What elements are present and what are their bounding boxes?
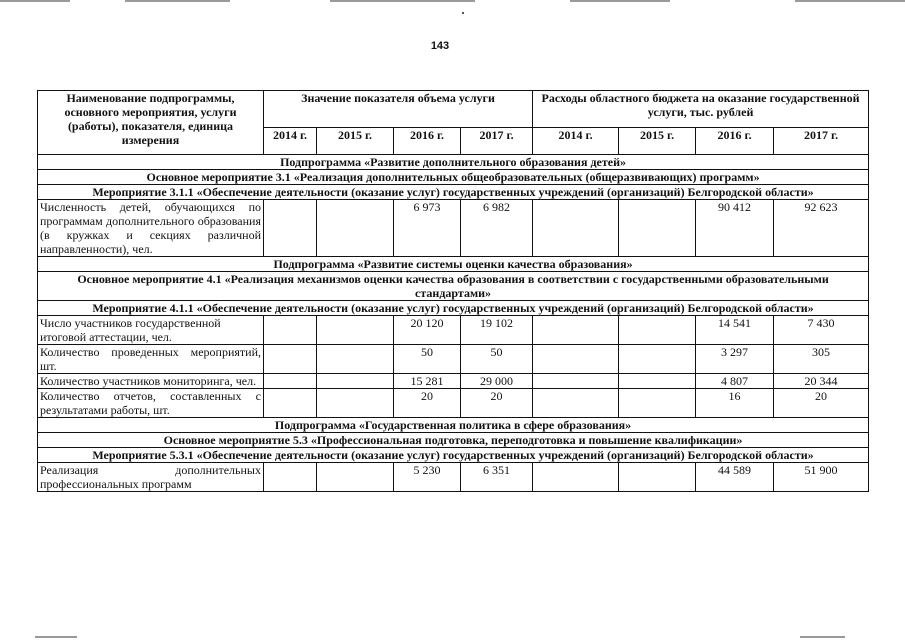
value-cell xyxy=(533,374,619,389)
section-row xyxy=(38,185,869,200)
scan-top-line xyxy=(0,0,70,2)
page-number: 143 xyxy=(430,40,450,52)
year-cell: 2017 г. xyxy=(774,128,869,155)
value-cell: 50 xyxy=(394,345,461,374)
value-cell xyxy=(619,389,696,418)
value-cell xyxy=(533,316,619,345)
value-cell: 20 xyxy=(461,389,533,418)
value-cell: 4 807 xyxy=(696,374,774,389)
value-cell xyxy=(533,345,619,374)
scan-top-line xyxy=(570,0,670,2)
budget-table xyxy=(37,90,869,492)
year-cell: 2016 г. xyxy=(696,128,774,155)
value-cell: 7 430 xyxy=(774,316,869,345)
indicator-name: Количество отчетов, составленных с результатами работы, шт. xyxy=(38,389,264,418)
year-cell: 2015 г. xyxy=(619,128,696,155)
year-cell: 2015 г. xyxy=(317,128,394,155)
value-cell xyxy=(619,345,696,374)
table-row xyxy=(38,200,869,257)
scan-bottom-line xyxy=(35,636,77,638)
value-cell: 20 xyxy=(774,389,869,418)
main-activity-heading: Основное мероприятие 5.3 «Профессиональная подготовка, переподготовка и повышение квалификации» xyxy=(38,433,869,448)
indicator-name: Реализация дополнительных профессиональных программ xyxy=(38,463,264,492)
value-cell xyxy=(264,463,317,492)
value-cell: 29 000 xyxy=(461,374,533,389)
header-name-cell: Наименование подпрограммы, основного мероприятия, услуги (работы), показателя, единица измерения xyxy=(38,91,264,155)
value-cell xyxy=(619,374,696,389)
value-cell xyxy=(317,389,394,418)
year-cell: 2017 г. xyxy=(461,128,533,155)
value-cell xyxy=(264,389,317,418)
value-cell: 16 xyxy=(696,389,774,418)
value-cell xyxy=(619,463,696,492)
value-cell: 3 297 xyxy=(696,345,774,374)
value-cell xyxy=(264,200,317,257)
indicator-name: Численность детей, обучающихся по программам дополнительного образования (в кружках и секциях различной направленности), чел. xyxy=(38,200,264,257)
scan-top-line xyxy=(330,0,475,2)
indicator-name: Количество участников мониторинга, чел. xyxy=(38,374,264,389)
value-cell: 6 351 xyxy=(461,463,533,492)
value-cell: 20 xyxy=(394,389,461,418)
value-cell: 50 xyxy=(461,345,533,374)
value-cell: 20 344 xyxy=(774,374,869,389)
indicator-name: Число участников государственной итоговой аттестации, чел. xyxy=(38,316,264,345)
activity-heading: Мероприятие 3.1.1 «Обеспечение деятельности (оказание услуг) государственных учреждений (организаций) Белгородской области» xyxy=(38,185,869,200)
value-cell xyxy=(264,374,317,389)
table-row xyxy=(38,389,869,418)
subprogram-heading: Подпрограмма «Развитие системы оценки качества образования» xyxy=(38,257,869,272)
value-cell xyxy=(317,463,394,492)
scan-bottom-line xyxy=(800,636,845,638)
main-activity-heading: Основное мероприятие 4.1 «Реализация механизмов оценки качества образования в соответствии с государственными образовательными стандартами» xyxy=(38,272,869,301)
section-row xyxy=(38,301,869,316)
table-row xyxy=(38,345,869,374)
scan-top-line xyxy=(795,0,905,2)
header-row xyxy=(38,91,869,128)
value-cell: 5 230 xyxy=(394,463,461,492)
value-cell xyxy=(619,200,696,257)
table-row xyxy=(38,374,869,389)
value-cell: 305 xyxy=(774,345,869,374)
subprogram-heading: Подпрограмма «Развитие дополнительного образования детей» xyxy=(38,155,869,170)
table-row xyxy=(38,316,869,345)
value-cell: 6 982 xyxy=(461,200,533,257)
value-cell: 15 281 xyxy=(394,374,461,389)
section-row xyxy=(38,257,869,272)
year-cell: 2016 г. xyxy=(394,128,461,155)
value-cell xyxy=(317,200,394,257)
value-cell xyxy=(533,200,619,257)
header-volume-cell: Значение показателя объема услуги xyxy=(264,91,533,128)
value-cell xyxy=(264,345,317,374)
scan-top-line xyxy=(125,0,230,2)
value-cell xyxy=(533,463,619,492)
indicator-name: Количество проведенных мероприятий, шт. xyxy=(38,345,264,374)
value-cell xyxy=(264,316,317,345)
value-cell: 44 589 xyxy=(696,463,774,492)
value-cell xyxy=(619,316,696,345)
year-cell: 2014 г. xyxy=(533,128,619,155)
section-row xyxy=(38,272,869,301)
value-cell: 19 102 xyxy=(461,316,533,345)
value-cell: 14 541 xyxy=(696,316,774,345)
value-cell: 92 623 xyxy=(774,200,869,257)
header-budget-cell: Расходы областного бюджета на оказание государственной услуги, тыс. рублей xyxy=(533,91,869,128)
activity-heading: Мероприятие 5.3.1 «Обеспечение деятельности (оказание услуг) государственных учреждений (организаций) Белгородской области» xyxy=(38,448,869,463)
section-row xyxy=(38,170,869,185)
subprogram-heading: Подпрограмма «Государственная политика в сфере образования» xyxy=(38,418,869,433)
value-cell: 6 973 xyxy=(394,200,461,257)
scan-speck xyxy=(462,12,464,14)
section-row xyxy=(38,433,869,448)
activity-heading: Мероприятие 4.1.1 «Обеспечение деятельности (оказание услуг) государственных учреждений (организаций) Белгородской области» xyxy=(38,301,869,316)
value-cell: 20 120 xyxy=(394,316,461,345)
value-cell xyxy=(533,389,619,418)
section-row xyxy=(38,448,869,463)
value-cell: 51 900 xyxy=(774,463,869,492)
value-cell xyxy=(317,316,394,345)
value-cell: 90 412 xyxy=(696,200,774,257)
section-row xyxy=(38,418,869,433)
value-cell xyxy=(317,345,394,374)
table-row xyxy=(38,463,869,492)
year-cell: 2014 г. xyxy=(264,128,317,155)
section-row xyxy=(38,155,869,170)
value-cell xyxy=(317,374,394,389)
main-activity-heading: Основное мероприятие 3.1 «Реализация дополнительных общеобразовательных (общеразвивающих) программ» xyxy=(38,170,869,185)
